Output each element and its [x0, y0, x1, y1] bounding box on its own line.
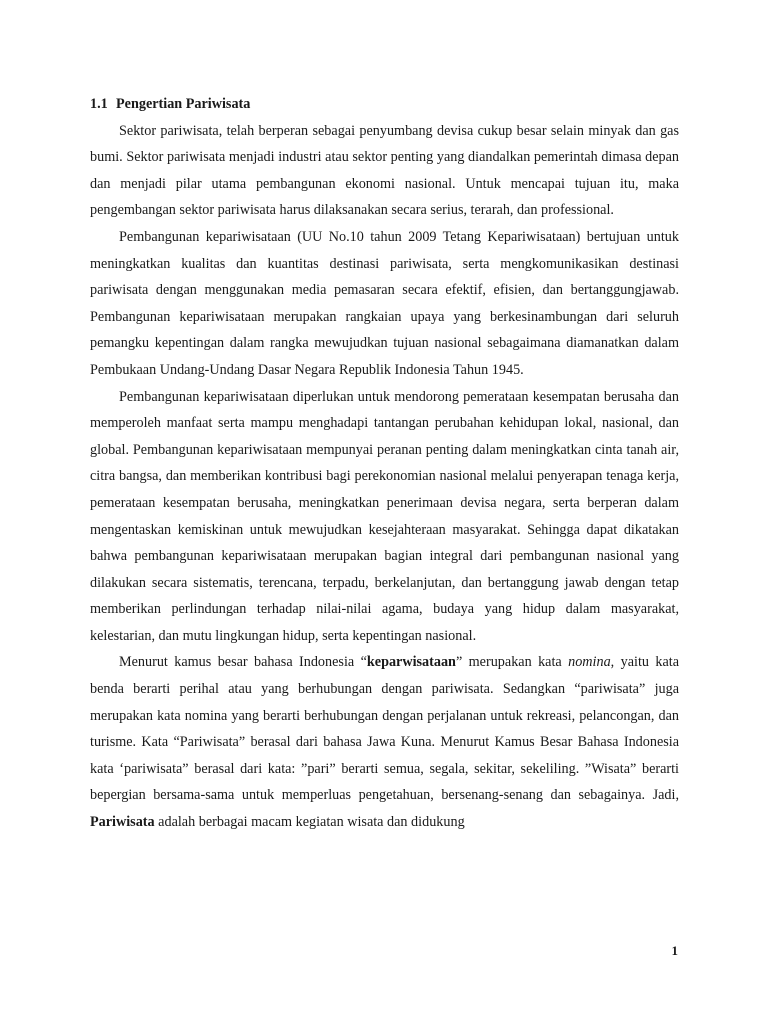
- term-nomina: nomina: [568, 654, 611, 671]
- paragraph-1: Sektor pariwisata, telah berperan sebagai penyumbang devisa cukup besar selain minyak dan gas bumi. Sektor pariwisata menjadi industri atau sektor penting yang diandalkan pemerintah dimasa depan dan menjadi pilar utama pembangunan ekonomi nasional. Untuk mencapai tujuan itu, maka pengembangan sektor pariwisata harus dilaksanakan secara serius, terarah, dan professional.: [90, 122, 679, 219]
- paragraph-2: Pembangunan kepariwisataan (UU No.10 tahun 2009 Tetang Kepariwisataan) bertujuan untuk meningkatkan kualitas dan kuantitas destinasi pariwisata, serta mengkomunikasikan destinasi pariwisata dengan menggunakan media pemasaran secara efektif, efisien, dan bertanggungjawab. Pembangunan kepariwisataan merupakan rangkaian upaya yang berkesinambungan dari seluruh pemangku kepentingan dalam rangka mewujudkan tujuan nasional sebagaimana diamanatkan dalam Pembukaan Undang-Undang Dasar Negara Republik Indonesia Tahun 1945.: [90, 228, 679, 378]
- paragraph-4-text-3: , yaitu kata benda berarti perihal atau yang berhubungan dengan pariwisata. Sedangkan “pariwisata” juga merupakan kata nomina yang berarti berhubungan dengan perjalanan untuk rekreasi, pelancongan, dan turisme. Kata “Pariwisata” berasal dari bahasa Jawa Kuna. Menurut Kamus Besar Bahasa Indonesia kata ‘pariwisata” berasal dari kata: ”pari” berarti semua, segala, sekitar, sekeliling. ”Wisata” berarti bepergian bersama-sama untuk memperluas pengetahuan, bersenang-senang dan sebagainya. Jadi,: [90, 654, 680, 804]
- paragraph-4-text-4: adalah berbagai macam kegiatan wisata dan didukung: [154, 814, 465, 831]
- term-keparwisataan: keparwisataan: [366, 654, 456, 671]
- page-number: 1: [671, 943, 678, 958]
- paragraph-4-text-1: Menurut kamus besar bahasa Indonesia “: [119, 654, 367, 671]
- section-heading: [90, 91, 679, 118]
- paragraph-4: [90, 649, 679, 835]
- section-title: Pengertian Pariwisata: [116, 96, 251, 112]
- section-number: 1.1: [90, 96, 108, 112]
- term-pariwisata: Pariwisata: [90, 814, 155, 831]
- paragraph-4-text-2: ” merupakan kata: [455, 654, 569, 671]
- page-content: [90, 91, 679, 836]
- paragraph-3: Pembangunan kepariwisataan diperlukan untuk mendorong pemerataan kesempatan berusaha dan memperoleh manfaat serta mampu menghadapi tantangan perubahan kehidupan lokal, nasional, dan global. Pembangunan kepariwisataan mempunyai peranan penting dalam meningkatkan cinta tanah air, citra bangsa, dan memberikan kontribusi bagi perekonomian nasional melalui penyerapan tenaga kerja, pemerataan kesempatan berusaha, meningkatkan penerimaan devisa negara, serta berperan dalam mengentaskan kemiskinan untuk mewujudkan kesejahteraan masyarakat. Sehingga dapat dikatakan bahwa pembangunan kepariwisataan merupakan bagian integral dari pembangunan nasional yang dilakukan secara sistematis, terencana, terpadu, berkelanjutan, dan bertanggung jawab dengan tetap memberikan perlindungan terhadap nilai-nilai agama, budaya yang hidup dalam masyarakat, kelestarian, dan mutu lingkungan hidup, serta kepentingan nasional.: [90, 388, 679, 644]
